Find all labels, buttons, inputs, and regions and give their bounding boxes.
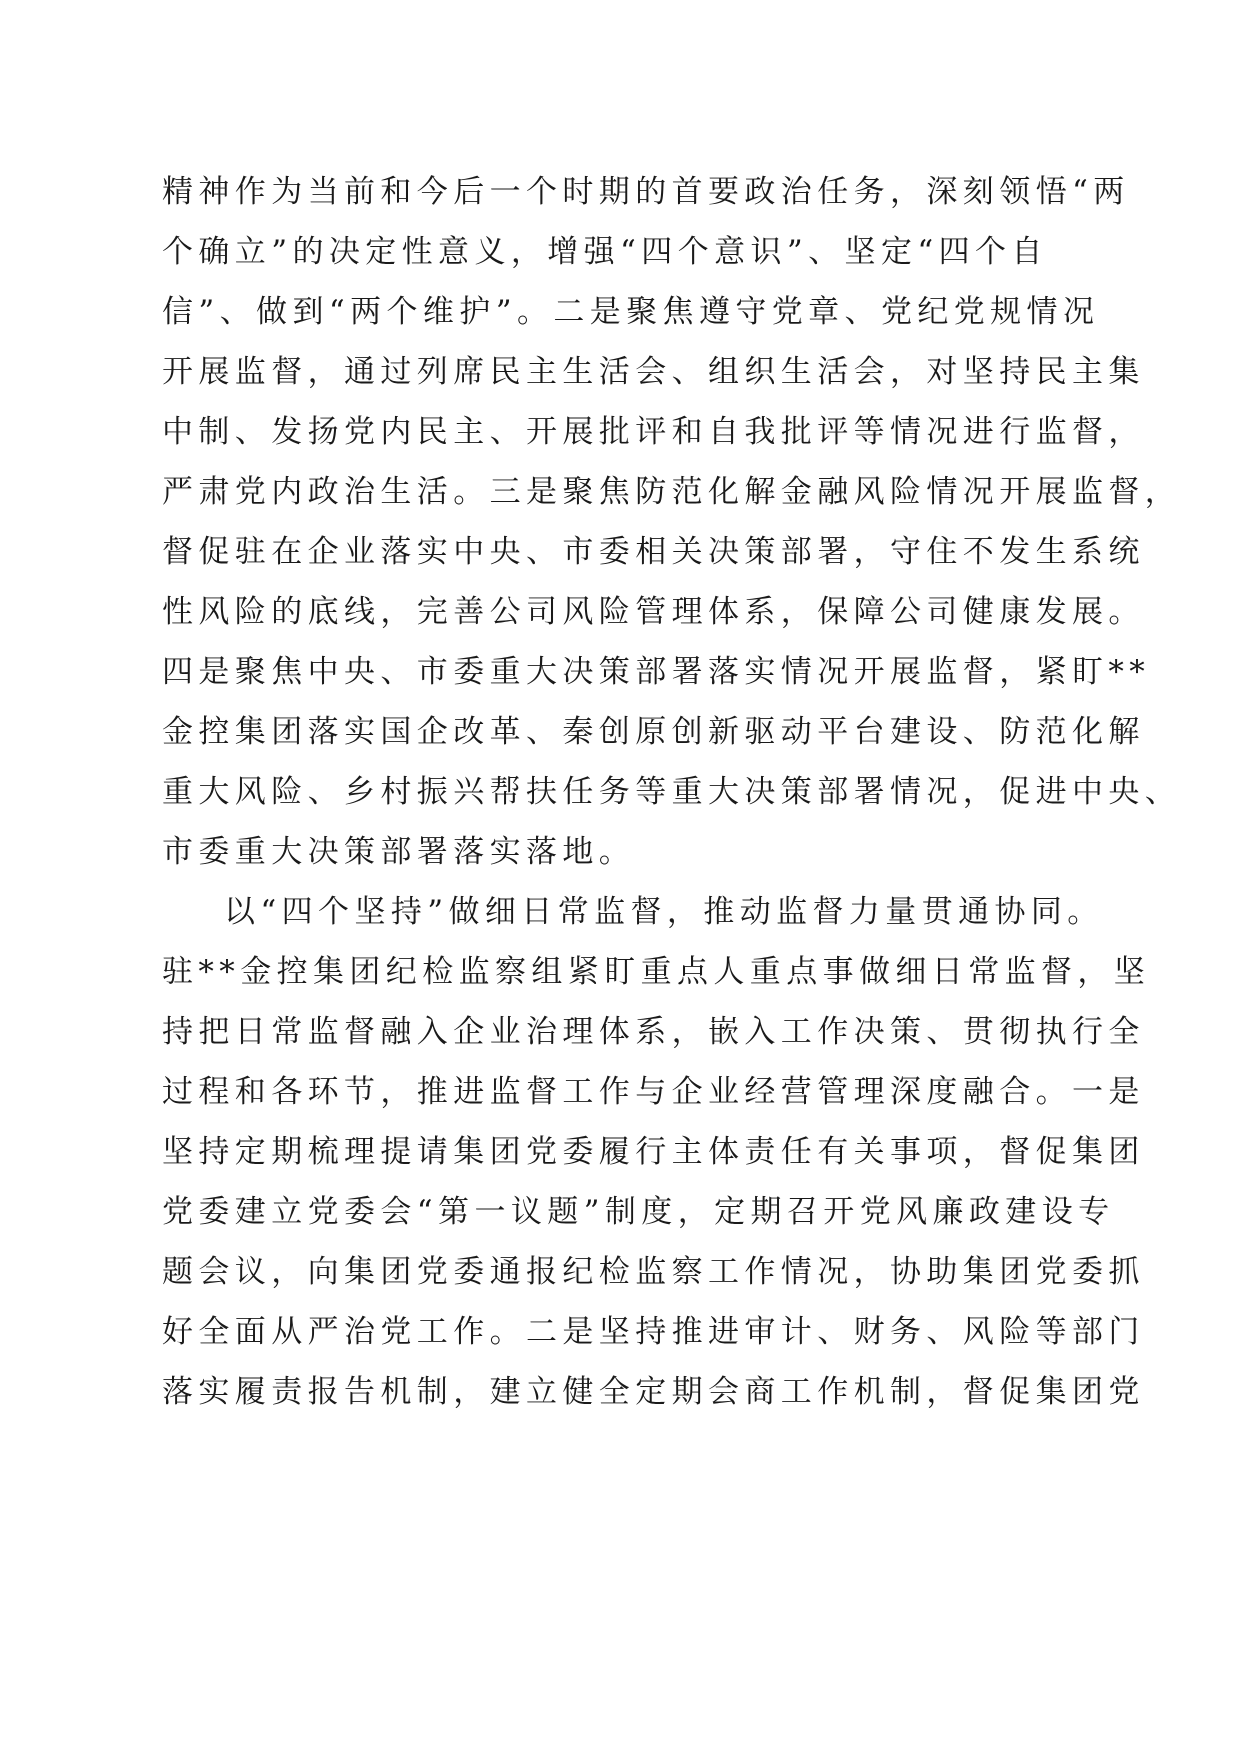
body-text-line: 督促驻在企业落实中央、市委相关决策部署，守住不发生系统 — [162, 534, 1145, 570]
body-text-line: 市委重大决策部署落实落地。 — [162, 834, 636, 870]
body-text-line: 开展监督，通过列席民主生活会、组织生活会，对坚持民主集 — [162, 354, 1145, 390]
body-text-line: 驻**金控集团纪检监察组紧盯重点人重点事做细日常监督，坚 — [162, 954, 1151, 990]
body-text-line: 严肃党内政治生活。三是聚焦防范化解金融风险情况开展监督， — [162, 474, 1182, 510]
body-text-line: 落实履责报告机制，建立健全定期会商工作机制，督促集团党 — [162, 1374, 1145, 1410]
body-text-line: 性风险的底线，完善公司风险管理体系，保障公司健康发展。 — [162, 594, 1145, 630]
body-text-line: 重大风险、乡村振兴帮扶任务等重大决策部署情况，促进中央、 — [162, 774, 1182, 810]
body-text-line: 持把日常监督融入企业治理体系，嵌入工作决策、贯彻执行全 — [162, 1014, 1145, 1050]
body-text-line: 个确立”的决定性意义，增强“四个意识”、坚定“四个自 — [162, 234, 1048, 270]
body-text-line: 信”、做到“两个维护”。二是聚焦遵守党章、党纪党规情况 — [162, 294, 1100, 330]
body-text-line: 金控集团落实国企改革、秦创原创新驱动平台建设、防范化解 — [162, 714, 1145, 750]
body-text-line: 过程和各环节，推进监督工作与企业经营管理深度融合。一是 — [162, 1074, 1145, 1110]
body-text-line: 坚持定期梳理提请集团党委履行主体责任有关事项，督促集团 — [162, 1134, 1145, 1170]
body-text-line: 好全面从严治党工作。二是坚持推进审计、财务、风险等部门 — [162, 1314, 1145, 1350]
paragraph-first-line: 以“四个坚持”做细日常监督，推动监督力量贯通协同。 — [224, 894, 1104, 930]
body-text-line: 党委建立党委会“第一议题”制度，定期召开党风廉政建设专 — [162, 1194, 1115, 1230]
body-text-line: 精神作为当前和今后一个时期的首要政治任务，深刻领悟“两 — [162, 174, 1130, 210]
body-text-line: 题会议，向集团党委通报纪检监察工作情况，协助集团党委抓 — [162, 1254, 1145, 1290]
body-text-line: 四是聚焦中央、市委重大决策部署落实情况开展监督，紧盯** — [162, 654, 1151, 690]
body-text-line: 中制、发扬党内民主、开展批评和自我批评等情况进行监督， — [162, 414, 1145, 450]
